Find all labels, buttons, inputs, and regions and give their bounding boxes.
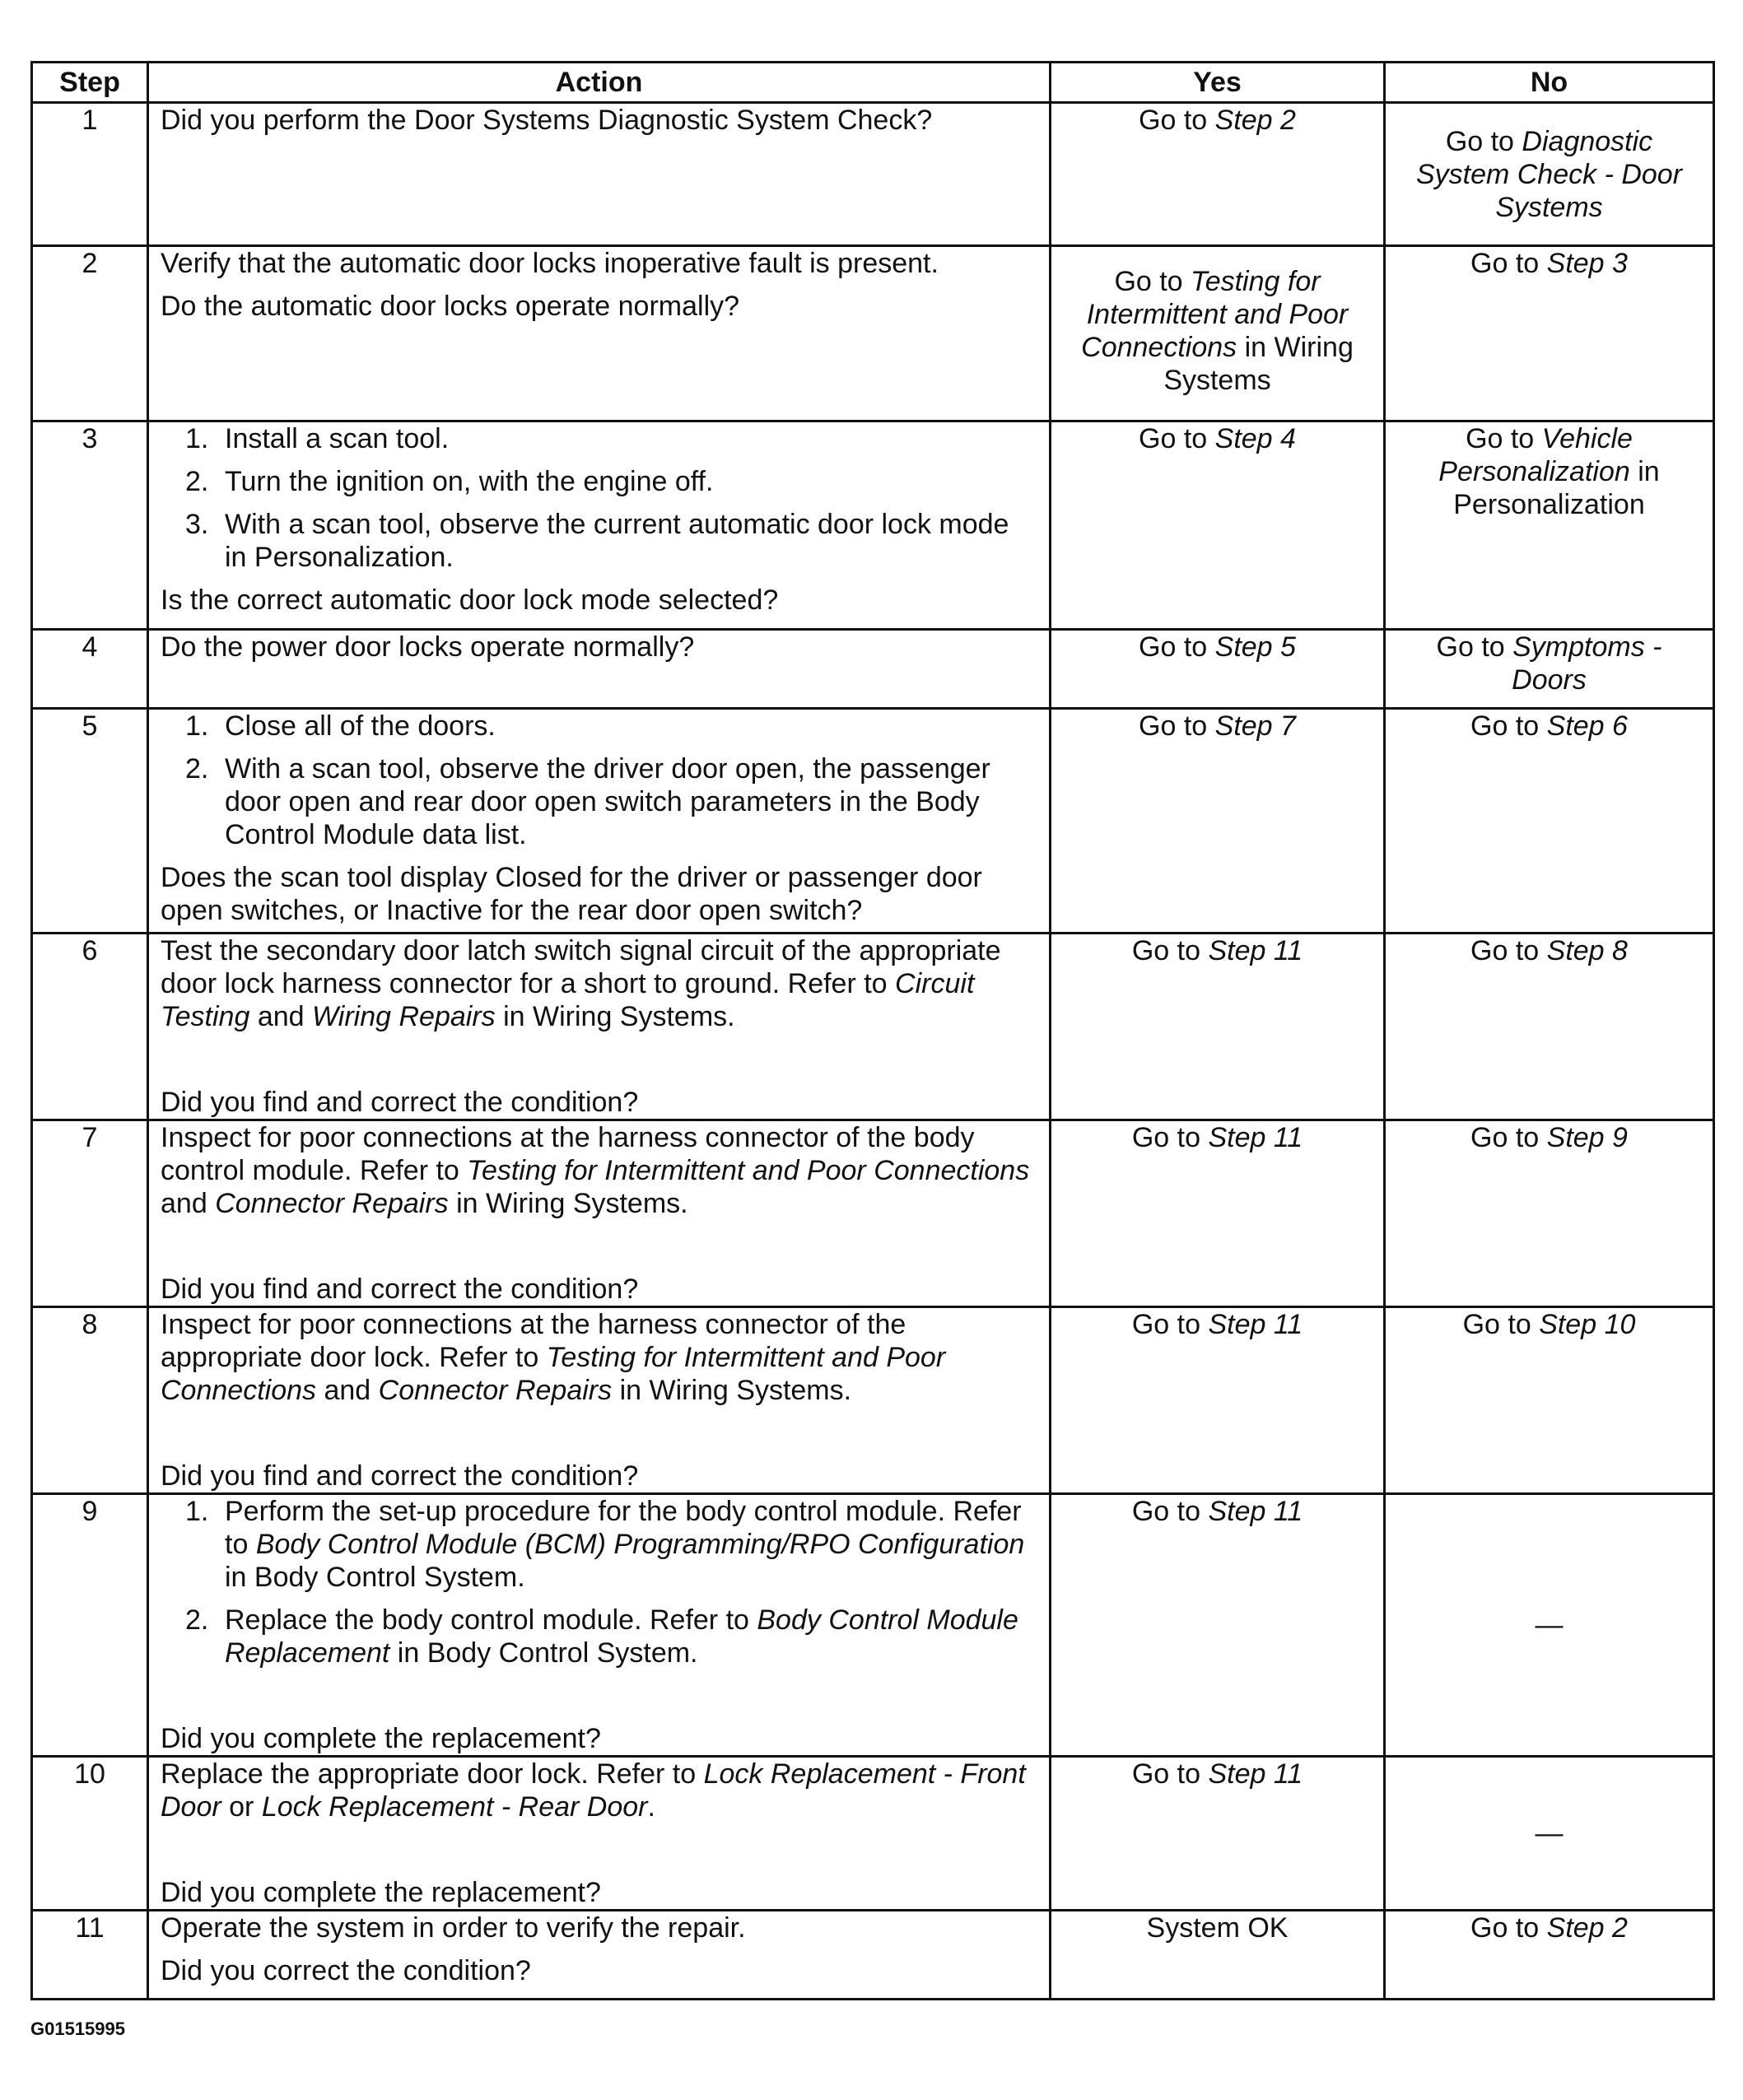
action-question: Do the power door locks operate normally? [161, 631, 695, 663]
list-item [161, 465, 1037, 498]
step-number: 7 [32, 1120, 148, 1307]
list-item [161, 422, 1037, 455]
yes-text: in Wiring Systems [1163, 332, 1354, 396]
yes-text: Go to [1139, 631, 1215, 663]
action-text [161, 934, 1037, 1033]
action-text-part: in Wiring Systems. [612, 1375, 852, 1406]
no-text: Go to [1445, 126, 1522, 157]
step-number: 4 [32, 630, 148, 709]
action-question: Did you correct the condition? [161, 1955, 531, 1986]
step-number: 9 [32, 1494, 148, 1757]
table-row [32, 1757, 1714, 1911]
list-item [161, 508, 1037, 574]
table-row [32, 103, 1714, 246]
action-cell [148, 1757, 1051, 1911]
no-cell [1385, 1911, 1714, 2000]
no-text: Go to [1462, 1309, 1540, 1340]
action-text-part: . [647, 1791, 655, 1823]
yes-link: Step 11 [1208, 1758, 1303, 1790]
yes-cell [1051, 246, 1385, 421]
action-link: Body Control Module Replacement [225, 1604, 1018, 1669]
yes-cell [1051, 630, 1385, 709]
yes-link: Step 7 [1214, 710, 1296, 742]
table-row [32, 934, 1714, 1120]
no-link: Step 2 [1546, 1912, 1628, 1944]
action-cell [148, 709, 1051, 934]
yes-cell [1051, 1307, 1385, 1494]
action-question: Did you perform the Door Systems Diagnostic System Check? [161, 105, 933, 136]
no-cell: — [1385, 1757, 1714, 1911]
list-text-part: in Body Control System. [225, 1562, 525, 1593]
list-text-part: Perform the set-up procedure for the body control module. Refer to [225, 1496, 1022, 1560]
no-link: Step 8 [1546, 935, 1628, 966]
action-link: Body Control Module (BCM) Programming/RPO Configuration [255, 1529, 1025, 1560]
diagnostic-table [30, 61, 1715, 2000]
list-text: With a scan tool, observe the driver door open, the passenger door open and rear door open switch parameters in the Body Control Module data list. [225, 753, 990, 850]
action-question: Did you complete the replacement? [161, 1877, 601, 1908]
list-text: With a scan tool, observe the current automatic door lock mode in Personalization. [225, 509, 1009, 573]
action-link: Testing for Intermittent and Poor Connections [161, 1342, 946, 1406]
no-text: Go to [1466, 423, 1542, 454]
no-text: Go to [1436, 631, 1513, 663]
no-link: Step 10 [1539, 1309, 1636, 1340]
list-item [161, 710, 1037, 743]
action-question: Did you find and correct the condition? [161, 1460, 639, 1492]
no-link: Diagnostic System Check - Door Systems [1415, 126, 1683, 223]
header-yes: Yes [1051, 63, 1385, 103]
yes-link: Step 11 [1208, 935, 1303, 966]
list-number: 1. [185, 423, 209, 454]
no-link: Step 9 [1546, 1122, 1628, 1153]
list-text: Close all of the doors. [225, 710, 496, 742]
yes-link: Step 4 [1214, 423, 1296, 454]
yes-link: Step 11 [1208, 1496, 1303, 1527]
yes-cell [1051, 421, 1385, 630]
yes-cell: System OK [1051, 1911, 1385, 2000]
action-cell [148, 1120, 1051, 1307]
table-row [32, 421, 1714, 630]
no-text: Go to [1470, 935, 1547, 966]
yes-text: Go to [1131, 1758, 1209, 1790]
yes-cell [1051, 103, 1385, 246]
action-cell [148, 421, 1051, 630]
action-text [161, 1758, 1037, 1823]
table-row [32, 1494, 1714, 1757]
action-cell [148, 246, 1051, 421]
list-text [225, 1495, 1037, 1594]
table-header-row [32, 63, 1714, 103]
no-link: Vehicle Personalization [1438, 423, 1633, 487]
list-item [161, 752, 1037, 851]
yes-link: Step 2 [1214, 105, 1296, 136]
action-text-part: Inspect for poor connections at the harness connector of the body control module. Refer to [161, 1122, 975, 1186]
list-number: 1. [185, 1496, 209, 1527]
yes-text: Go to [1139, 105, 1215, 136]
action-text-part: or [221, 1791, 262, 1823]
no-cell [1385, 1307, 1714, 1494]
action-text-part: and [249, 1001, 312, 1032]
step-number: 5 [32, 709, 148, 934]
action-question: Do the automatic door locks operate normally? [161, 291, 740, 322]
yes-cell [1051, 1120, 1385, 1307]
action-cell [148, 630, 1051, 709]
yes-cell [1051, 1757, 1385, 1911]
action-text-part: and [161, 1188, 216, 1219]
step-number: 3 [32, 421, 148, 630]
step-number: 10 [32, 1757, 148, 1911]
action-cell [148, 103, 1051, 246]
action-cell [148, 934, 1051, 1120]
table-row [32, 246, 1714, 421]
list-number: 3. [185, 509, 209, 540]
action-text-part: Inspect for poor connections at the harness connector of the appropriate door lock. Refer to [161, 1309, 906, 1373]
list-text: Install a scan tool. [225, 423, 450, 454]
yes-link: Step 11 [1208, 1122, 1303, 1153]
table-row [32, 709, 1714, 934]
yes-link: Step 11 [1208, 1309, 1303, 1340]
action-text-part: in Wiring Systems. [495, 1001, 735, 1032]
table-row [32, 1307, 1714, 1494]
no-cell [1385, 934, 1714, 1120]
step-number: 2 [32, 246, 148, 421]
table-row [32, 1120, 1714, 1307]
no-cell [1385, 1120, 1714, 1307]
yes-cell [1051, 934, 1385, 1120]
list-number: 2. [185, 466, 209, 497]
yes-text: Go to [1139, 710, 1215, 742]
action-text: Verify that the automatic door locks inoperative fault is present. [161, 248, 939, 279]
table-row [32, 1911, 1714, 2000]
figure-id: G01515995 [30, 2019, 125, 2039]
no-link: Step 6 [1546, 710, 1628, 742]
list-text [225, 1604, 1037, 1669]
step-number: 11 [32, 1911, 148, 2000]
action-text: Operate the system in order to verify the repair. [161, 1912, 746, 1944]
action-link: Lock Replacement - Rear Door [261, 1791, 648, 1823]
step-number: 1 [32, 103, 148, 246]
yes-link: Testing for Intermittent and Poor Connections [1081, 266, 1349, 363]
no-text: Go to [1470, 1122, 1547, 1153]
list-text: Turn the ignition on, with the engine off. [225, 466, 714, 497]
no-link: Symptoms - Doors [1512, 631, 1662, 696]
yes-text: Go to [1131, 935, 1209, 966]
yes-cell [1051, 709, 1385, 934]
no-cell [1385, 103, 1714, 246]
no-text: Go to [1470, 1912, 1547, 1944]
action-link: Connector Repairs [215, 1188, 449, 1219]
list-text-part: in Body Control System. [389, 1637, 698, 1669]
list-text-part: Replace the body control module. Refer to [225, 1604, 757, 1636]
action-text [161, 1121, 1037, 1220]
no-cell: — [1385, 1494, 1714, 1757]
yes-cell [1051, 1494, 1385, 1757]
action-link: Connector Repairs [378, 1375, 613, 1406]
yes-text: Go to [1139, 423, 1215, 454]
action-link: Circuit Testing [161, 968, 975, 1032]
no-cell [1385, 630, 1714, 709]
action-link: Lock Replacement - Front Door [161, 1758, 1026, 1823]
step-number: 8 [32, 1307, 148, 1494]
yes-text: Go to [1131, 1496, 1209, 1527]
header-no: No [1385, 63, 1714, 103]
no-text: in Personalization [1453, 456, 1660, 520]
no-link: Step 3 [1546, 248, 1628, 279]
no-cell [1385, 421, 1714, 630]
step-number: 6 [32, 934, 148, 1120]
action-cell [148, 1494, 1051, 1757]
action-link: Testing for Intermittent and Poor Connections [467, 1155, 1030, 1186]
list-number: 2. [185, 753, 209, 785]
action-cell [148, 1307, 1051, 1494]
header-action: Action [148, 63, 1051, 103]
action-text-part: and [316, 1375, 379, 1406]
action-question: Does the scan tool display Closed for the driver or passenger door open switches, or Inactive for the rear door open switch? [161, 862, 982, 926]
no-cell [1385, 709, 1714, 934]
yes-text: Go to [1131, 1122, 1209, 1153]
action-link: Wiring Repairs [312, 1001, 496, 1032]
action-text-part: Test the secondary door latch switch signal circuit of the appropriate door lock harness connector for a short to ground. Refer to [161, 935, 1001, 999]
action-cell [148, 1911, 1051, 2000]
action-question: Did you find and correct the condition? [161, 1087, 639, 1118]
action-text-part: Replace the appropriate door lock. Refer to [161, 1758, 704, 1790]
no-text: Go to [1470, 248, 1547, 279]
list-item [161, 1604, 1037, 1669]
action-question: Is the correct automatic door lock mode selected? [161, 584, 779, 616]
table-row [32, 630, 1714, 709]
action-question: Did you find and correct the condition? [161, 1274, 639, 1305]
yes-link: Step 5 [1214, 631, 1296, 663]
list-number: 1. [185, 710, 209, 742]
list-number: 2. [185, 1604, 209, 1636]
yes-text: Go to [1114, 266, 1191, 297]
yes-text: Go to [1131, 1309, 1209, 1340]
no-text: Go to [1470, 710, 1547, 742]
action-text [161, 1308, 1037, 1407]
list-item [161, 1495, 1037, 1594]
header-step: Step [32, 63, 148, 103]
no-cell [1385, 246, 1714, 421]
action-question: Did you complete the replacement? [161, 1723, 601, 1754]
action-text-part: in Wiring Systems. [448, 1188, 688, 1219]
